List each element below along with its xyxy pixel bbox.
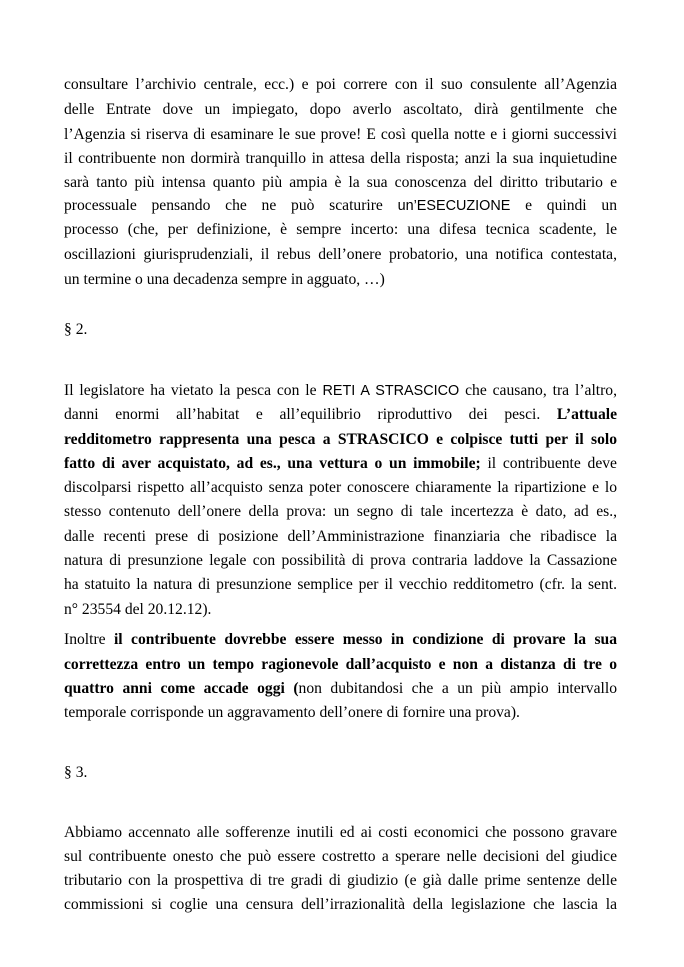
- bold-run: redditometro rappresenta una pesca a STRASCICO e colpisce tutti per il solo: [64, 431, 617, 448]
- word: processuale: [64, 197, 137, 214]
- section-heading: § 3.: [64, 764, 88, 781]
- bold-run: quattro anni come accade oggi (: [64, 680, 299, 697]
- word-emphasis: un’ESECUZIONE: [397, 198, 511, 214]
- paragraph-line: temporale corrisponde un aggravamento dell’onere di fornire una prova).: [64, 704, 520, 721]
- paragraph-line: stesso contenuto dell’onere della prova: un segno di tale incertezza è dato, ad es.,: [64, 503, 617, 520]
- word: scaturire: [329, 197, 383, 214]
- paragraph-line: [64, 454, 617, 474]
- paragraph-line: n° 23554 del 20.12.12).: [64, 601, 212, 618]
- paragraph-line: discolparsi rispetto all’acquisto senza poter conoscere chiaramente la ripartizione e lo: [64, 479, 617, 496]
- paragraph-line: [64, 381, 617, 401]
- paragraph-line: sarà tanto più intensa quanto più ampia è la sua conoscenza del diritto tributario e: [64, 174, 617, 191]
- paragraph-line: [64, 430, 617, 450]
- paragraph-line: oscillazioni giurisprudenziali, il rebus dell’onere probatorio, una notifica contestata,: [64, 246, 617, 263]
- word-emphasis: RETI A STRASCICO: [322, 383, 460, 399]
- paragraph-line: consultare l’archivio centrale, ecc.) e poi correre con il suo consulente all’Agenzia: [64, 76, 617, 93]
- paragraph-line: [64, 679, 617, 699]
- text-run: il contribuente deve: [480, 455, 617, 472]
- paragraph-line: il contribuente non dormirà tranquillo in attesa della risposta; anzi la sua inquietudine: [64, 150, 617, 167]
- text-run: Inoltre: [64, 631, 114, 648]
- text-run: non dubitandosi che a un più ampio intervallo: [298, 680, 617, 697]
- paragraph-line: [64, 196, 617, 216]
- paragraph-line: [64, 405, 617, 425]
- word: che: [225, 197, 247, 214]
- bold-run: fatto di aver acquistato, ad es., una vettura o un immobile;: [64, 455, 481, 472]
- paragraph-line: delle Entrate dove un impiegato, dopo averlo ascoltato, dirà gentilmente che: [64, 101, 617, 118]
- section-heading: § 2.: [64, 321, 88, 338]
- paragraph-line: ha statuito la natura di presunzione semplice per il vecchio redditometro (cfr. la sent.: [64, 576, 617, 593]
- word: può: [291, 197, 315, 214]
- bold-run: correttezza entro un tempo ragionevole dall’acquisto e non a distanza di tre o: [64, 656, 617, 673]
- text-run: Il legislatore ha vietato la pesca con le: [64, 382, 323, 399]
- paragraph-line: dalle recenti prese di posizione dell’Amministrazione finanziaria che ribadisce la: [64, 528, 617, 545]
- paragraph-line: natura di presunzione legale con possibilità di prova contraria laddove la Cassazione: [64, 552, 617, 569]
- text-run: danni enormi all’habitat e all’equilibrio riproduttivo dei pesci.: [64, 406, 557, 423]
- word: quindi: [546, 197, 587, 214]
- paragraph-line: [64, 630, 617, 650]
- paragraph-line: processo (che, per definizione, è sempre incerto: una difesa tecnica scadente, le: [64, 221, 617, 238]
- word: un: [601, 197, 617, 214]
- bold-run: il contribuente dovrebbe essere messo in condizione di provare la sua: [113, 631, 617, 648]
- paragraph-line: tributario con la prospettiva di tre gradi di giudizio (e già dalle prime sentenze delle: [64, 872, 617, 889]
- paragraph-line: Abbiamo accennato alle sofferenze inutili ed ai costi economici che possono gravare: [64, 824, 617, 841]
- bold-run: L’attuale: [556, 406, 617, 423]
- paragraph-line: [64, 655, 617, 675]
- text-run: che causano, tra l’altro,: [459, 382, 617, 399]
- word: e: [525, 197, 533, 214]
- paragraph-line: sul contribuente onesto che può essere costretto a sperare nelle decisioni del giudice: [64, 848, 617, 865]
- word: ne: [261, 197, 277, 214]
- paragraph-line: l’Agenzia si riserva di esaminare le sue prove! E così quella notte e i giorni successivi: [64, 126, 617, 143]
- word: pensando: [151, 197, 211, 214]
- paragraph-line: commissioni si coglie una censura dell’irrazionalità della legislazione che lascia la: [64, 896, 617, 913]
- paragraph-line: un termine o una decadenza sempre in agguato, …): [64, 271, 385, 288]
